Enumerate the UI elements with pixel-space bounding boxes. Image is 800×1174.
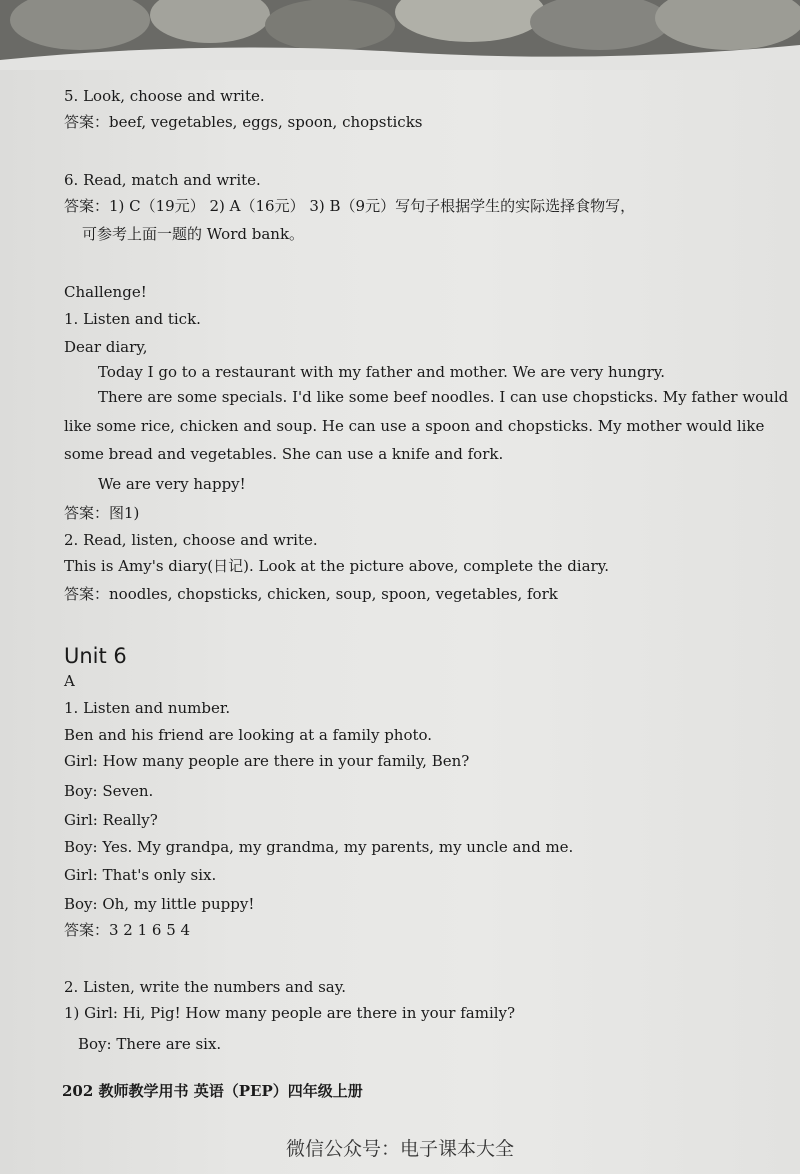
a-2-title: 2. Listen, write the numbers and say.	[64, 978, 346, 996]
a-1-answer: 答案：3 2 1 6 5 4	[64, 921, 191, 939]
challenge-1-answer: 答案：图1)	[64, 504, 140, 522]
challenge-2-answer: 答案：noodles, chopsticks, chicken, soup, spoon, vegetables, fork	[64, 585, 558, 603]
floral-header-decoration	[0, 0, 800, 70]
diary-line: some bread and vegetables. She can use a knife and fork.	[64, 445, 504, 463]
unit-heading: Unit 6	[64, 644, 127, 668]
script-line: Ben and his friend are looking at a family photo.	[64, 726, 433, 744]
script-line: Boy: Yes. My grandpa, my grandma, my parents, my uncle and me.	[64, 838, 574, 856]
challenge-2-title: 2. Read, listen, choose and write.	[64, 531, 318, 549]
script-line: 1) Girl: Hi, Pig! How many people are there in your family?	[64, 1004, 516, 1022]
script-line: Girl: Really?	[64, 811, 158, 829]
part-a-label: A	[64, 672, 75, 690]
script-line: Girl: How many people are there in your family, Ben?	[64, 752, 470, 770]
section-5-answer: 答案：beef, vegetables, eggs, spoon, chopsticks	[64, 113, 423, 131]
script-line: Boy: Oh, my little puppy!	[64, 895, 255, 913]
diary-line: like some rice, chicken and soup. He can use a spoon and chopsticks. My mother would like	[64, 417, 765, 435]
diary-line: Today I go to a restaurant with my father and mother. We are very hungry.	[98, 363, 666, 381]
section-6-answer-note: 可参考上面一题的 Word bank。	[82, 225, 305, 243]
diary-line: There are some specials. I'd like some beef noodles. I can use chopsticks. My father would	[98, 388, 789, 406]
a-1-title: 1. Listen and number.	[64, 699, 231, 717]
script-line: Boy: Seven.	[64, 782, 154, 800]
challenge-1-title: 1. Listen and tick.	[64, 310, 201, 328]
section-6-title: 6. Read, match and write.	[64, 171, 261, 189]
diary-greeting: Dear diary,	[64, 338, 148, 356]
script-line: Boy: There are six.	[78, 1035, 222, 1053]
section-5-title: 5. Look, choose and write.	[64, 87, 265, 105]
watermark-text: 微信公众号：电子课本大全	[285, 1138, 514, 1160]
challenge-2-instruction: This is Amy's diary(日记). Look at the picture above, complete the diary.	[64, 557, 609, 575]
section-6-answer: 答案：1) C（19元） 2) A（16元） 3) B（9元）写句子根据学生的实际选择食物写，	[64, 197, 636, 215]
page-footer: 202 教师教学用书 英语（PEP）四年级上册	[62, 1082, 363, 1100]
challenge-title: Challenge!	[64, 283, 147, 301]
script-line: Girl: That's only six.	[64, 866, 217, 884]
diary-line: We are very happy!	[98, 475, 246, 493]
